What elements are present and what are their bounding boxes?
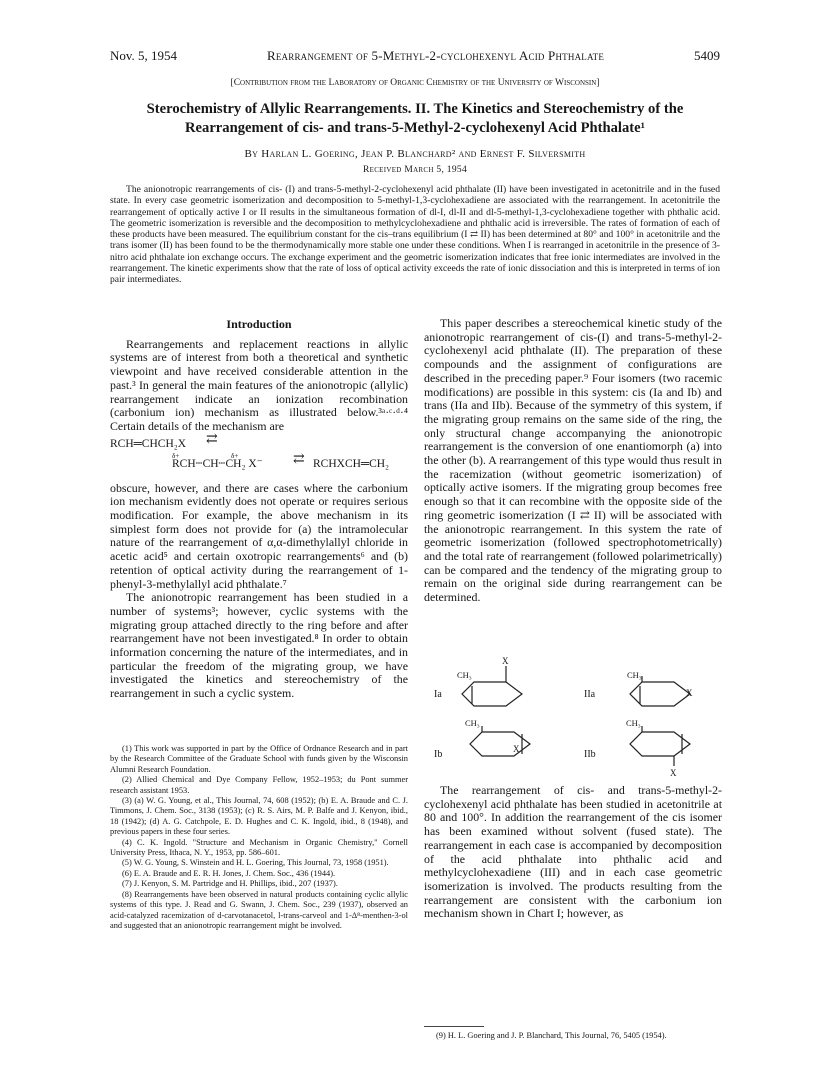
scheme-left: RCH═CHCH₂X: [110, 437, 187, 450]
ring-Ia: [462, 682, 522, 706]
ring-Ib: [470, 732, 530, 756]
label-IIa: IIa: [584, 689, 596, 700]
intro-paragraph-1: Rearrangements and replacement reactions in allylic systems are of interest from both a theoretical and synthetic viewpoint and have received considerable attention in the past.³ In general the main features of the anionotropic (allylic) rearrangement indicate an ionization recombination (carbonium ion) mechanism as illustrated below.³ᵃ·ᶜ·ᵈ·⁴ Certain details of the mechanism are: [110, 336, 408, 433]
equilibrium-arrow-icon: ⇄: [206, 431, 218, 447]
right-column-lower: [424, 784, 722, 921]
x-Ib: X: [513, 744, 520, 754]
footnote: (8) Rearrangements have been observed in natural products containing cyclic allylic systems of this type. J. Read and G. Swann, J. Chem. Soc., 239 (1937), observed an acid-catalyzed racemization of d-carvotanacetol, l-trans-carveol and 1-Δ⁸-menthen-3-ol and suggested that an anionotropic rearrangement might be involved.: [110, 889, 408, 930]
footnote: (1) This work was supported in part by the Office of Ordnance Research and in part by the Research Committee of the Graduate School with funds given by the Wisconsin Alumni Research Foundation.: [110, 744, 408, 774]
abstract: The anionotropic rearrangements of cis- (I) and trans-5-methyl-2-cyclohexenyl acid phthalate (II) have been investigated in acetonitrile and in the fused state. In every case geometric isomerization and decomposition to 5-methyl-1,3-cyclohexadiene are associated with the rearrangement. In acetonitrile the rearrangement of optically active I or II results in the simultaneous formation of dl-I, dl-II and dl-5-methyl-1,3-cyclohexadiene together with phthalic acid. The geometric isomerization is reversible and the decomposition to methylcyclohexadiene and phthalic acid is irreversible. The rates of formation of each of these products have been measured. The equilibrium constant for the cis–trans equilibrium (I ⇄ II) has been determined at 80° and 100° in acetonitrile and the trans isomer (II) has been found to be the thermodynamically more stable one under these conditions. When I is rearranged in acetonitrile in the presence of 3-nitro acid phthalate ion exchange occurs. The exchange experiment and the geometric isomerization indicates that free ionic intermediates are involved in the rearrangement. The kinetic experiments show that the rate of loss of optical activity exceeds the rate of ionic dissociation and this is interpreted in terms of ion pair intermediates.: [110, 184, 720, 286]
article-title: Sterochemistry of Allylic Rearrangements. II. The Kinetics and Stereochemistry of the Rearrangement of cis- and trans-5-Methyl-2-cyclohexenyl Acid Phthalate¹: [146, 101, 684, 136]
x-Ia: X: [502, 656, 509, 666]
footnote: (6) E. A. Braude and E. R. H. Jones, J. Chem. Soc., 436 (1944).: [122, 868, 336, 878]
scheme-charge-1: δ+: [172, 451, 180, 460]
footnotes: [110, 744, 408, 931]
footnote-rule: [424, 1026, 484, 1027]
header-date: Nov. 5, 1954: [110, 48, 178, 63]
header-running-title: Rearrangement of 5-Methyl-2-cyclohexenyl Acid Phthalate: [266, 48, 605, 63]
section-heading-introduction: Introduction: [226, 317, 292, 331]
contribution-line: [Contribution from the Laboratory of Organic Chemistry of the University of Wisconsin]: [230, 78, 600, 88]
header-page-number: 5409: [694, 48, 720, 63]
footnote: (2) Allied Chemical and Dye Company Fellow, 1952–1953; du Pont summer research assistant 1953.: [110, 775, 408, 795]
x-IIb: X: [670, 768, 677, 778]
x-IIa: X: [686, 688, 693, 698]
ring-IIb: [630, 732, 690, 756]
footnote: (7) J. Kenyon, S. M. Partridge and H. Phillips, ibid., 207 (1937).: [122, 879, 338, 889]
isomer-structures-figure: [424, 652, 722, 780]
right-paragraph-1: This paper describes a stereochemical kinetic study of the anionotropic rearrangement of cis-(I) and trans-5-methyl-2-cyclohexenyl acid phthalate (II). The preparation of these compounds and the assignment of configurations are described in the preceding paper.⁹ Four isomers (two racemic modifications) are possible in this system: cis (Ia and Ib) and trans (IIa and IIb). Because of the symmetry of this system, if the migrating group remains on the same side of the ring, the only structural change accompanying the anionotropic rearrangement is the conversion of one enantiomorph (a) into the other (b). A rearrangement of this type would thus result in the racemization (without geometric isomerization) of optically active isomers. If the migrating group becomes free enough so that it can recombine with the opposite side of the ring geometric isomerization (I ⇄ II) will be associated with the anionotropic rearrangement. In this system the rate of geometric isomerization (followed spectrophotometrically) and the total rate of rearrangement (followed polarimetrically) can be compared and the tendency of the migrating group to remain on the original side during rearrangement can be determined.: [424, 316, 722, 605]
label-Ib: Ib: [434, 749, 443, 760]
label-IIb: IIb: [584, 749, 596, 760]
methyl-IIa: CH₃: [627, 670, 642, 680]
equilibrium-arrow-icon: ⇄: [293, 451, 305, 467]
author-line: By Harlan L. Goering, Jean P. Blanchard² and Ernest F. Silversmith: [244, 148, 586, 160]
methyl-IIb: CH₃: [626, 718, 641, 728]
methyl-Ib: CH₃: [465, 718, 480, 728]
label-Ia: Ia: [434, 689, 442, 700]
footnote-9: (9) H. L. Goering and J. P. Blanchard, This Journal, 76, 5405 (1954).: [436, 1031, 667, 1040]
mechanism-scheme: [110, 431, 408, 480]
right-paragraph-2: The rearrangement of cis- and trans-5-methyl-2-cyclohexenyl acid phthalate has been studied in acetonitrile at 80 and 100°. In addition the rearrangement of the cis isomer has been examined without solvent (fused state). The rearrangement in each case is accompanied by decomposition of the acid phthalate into phthalic acid and methylcyclohexadiene (III) and in each case geometric isomerization is involved. The products resulting from the rearrangement are consistent with the carbonium ion mechanism shown in Chart I; however, as: [424, 783, 722, 921]
scheme-right: RCHXCH═CH₂: [313, 457, 390, 470]
footnote: (5) W. G. Young, S. Winstein and H. L. Goering, This Journal, 73, 1958 (1951).: [122, 858, 389, 868]
left-column: [110, 318, 408, 701]
scheme-charge-2: δ+: [231, 451, 239, 460]
intro-paragraph-2: obscure, however, and there are cases where the carbonium ion mechanism evidently does not operate or requires serious modification. For example, the above mechanism in its simplest form does not provide for (a) the intramolecular nature of the rearrangement of α,α-dimethylallyl chloride in acetic acid⁵ and certain oxotropic rearrangements⁶ and (b) retention of optical activity during the rearrangement of 1-phenyl-3-methylallyl acid phthalate.⁷: [110, 480, 408, 591]
structures-svg: [424, 652, 722, 780]
right-column: [424, 317, 722, 605]
footnote: (3) (a) W. G. Young, et al., This Journal, 74, 608 (1952); (b) E. A. Braude and C. J. Timmons, J. Chem. Soc., 3138 (1953); (c) R. S. Airs, M. P. Balfe and J. Kenyon, ibid., 18 (1942); (d) A. G. Catchpole, E. D. Hughes and C. K. Ingold, ibid., 8 (1948), and previous papers in these four series.: [110, 796, 408, 837]
methyl-Ia: CH₃: [457, 670, 472, 680]
intro-paragraph-3: The anionotropic rearrangement has been studied in a number of systems³; however, cyclic systems with the migrating group attached directly to the ring before and after rearrangement have not been investigated.⁸ In order to obtain information concerning the nature of the intermediates, and in particular the freedom of the migrating group, we have investigated the kinetics and stereochemistry of the rearrangement in such a cyclic system.: [110, 590, 408, 701]
ring-IIa: [630, 682, 690, 706]
footnote: (4) C. K. Ingold. "Structure and Mechanism in Organic Chemistry," Cornell University Press, Ithaca, N. Y., 1953, pp. 586–601.: [110, 837, 408, 858]
scheme-middle: RCH┄CH┄CH₂ X⁻: [172, 457, 263, 470]
running-header: [110, 48, 720, 64]
received-date: Received March 5, 1954: [362, 165, 468, 175]
